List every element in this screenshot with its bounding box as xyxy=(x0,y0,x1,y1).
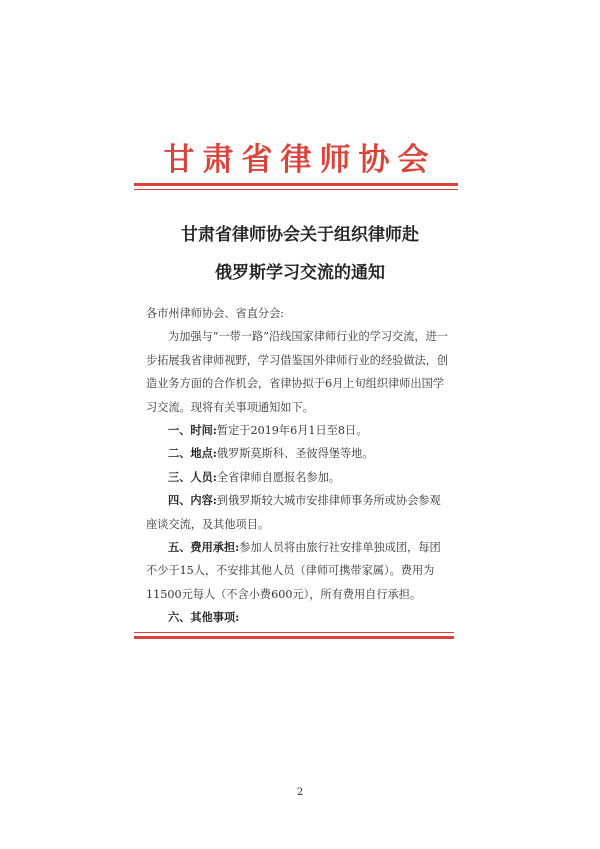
intro-paragraph: 为加强与“一带一路”沿线国家律师行业的学习交流，进一步拓展我省律师视野，学习借鉴国外律师行业的经验做法，创造业务方面的合作机会，省律协拟于6月上旬组织律师出国学习交流。现将有关事项通知如下。 xyxy=(146,330,449,414)
letterhead-rule-thin xyxy=(134,189,458,190)
item-label: 五、费用承担: xyxy=(168,540,240,555)
document-title-line-1: 甘肃省律师协会关于组织律师赴 xyxy=(181,225,419,245)
item-text: 参加人员将由旅行社安排单独成团，每团不少于15人，不安排其他人员（律师可携带家属）。费用为11500元每人（不含小费600元），所有费用自行承担。 xyxy=(146,541,441,601)
item-label: 二、地点: xyxy=(168,446,217,461)
document-title-line-2: 俄罗斯学习交流的通知 xyxy=(215,263,385,283)
letterhead-org-name: 甘肃省律师协会 xyxy=(163,142,437,178)
footer-rule-thick xyxy=(134,636,454,639)
item-location xyxy=(146,442,450,465)
item-label: 三、人员: xyxy=(168,469,217,484)
salutation: 各市州律师协会、省直分会: xyxy=(146,307,285,320)
item-text: 暂定于2019年6月1日至8日。 xyxy=(216,424,368,438)
item-label: 四、内容: xyxy=(168,493,217,508)
item-text: 到俄罗斯较大城市安排律师事务所或协会参观座谈交流，及其他项目。 xyxy=(146,494,441,531)
item-label: 一、时间: xyxy=(168,423,217,438)
item-fees xyxy=(146,536,450,606)
item-content xyxy=(146,489,450,536)
item-time xyxy=(146,419,450,442)
item-personnel xyxy=(146,466,450,489)
footer-rule-thin xyxy=(134,632,454,633)
item-label: 六、其他事项: xyxy=(168,610,240,625)
page-number: 2 xyxy=(296,787,304,798)
letterhead-rule-thick xyxy=(134,183,458,186)
item-other xyxy=(146,606,450,629)
item-text: 俄罗斯莫斯科、圣彼得堡等地。 xyxy=(216,447,374,461)
item-text: 全省律师自愿报名参加。 xyxy=(216,470,340,484)
document-body xyxy=(146,302,450,630)
